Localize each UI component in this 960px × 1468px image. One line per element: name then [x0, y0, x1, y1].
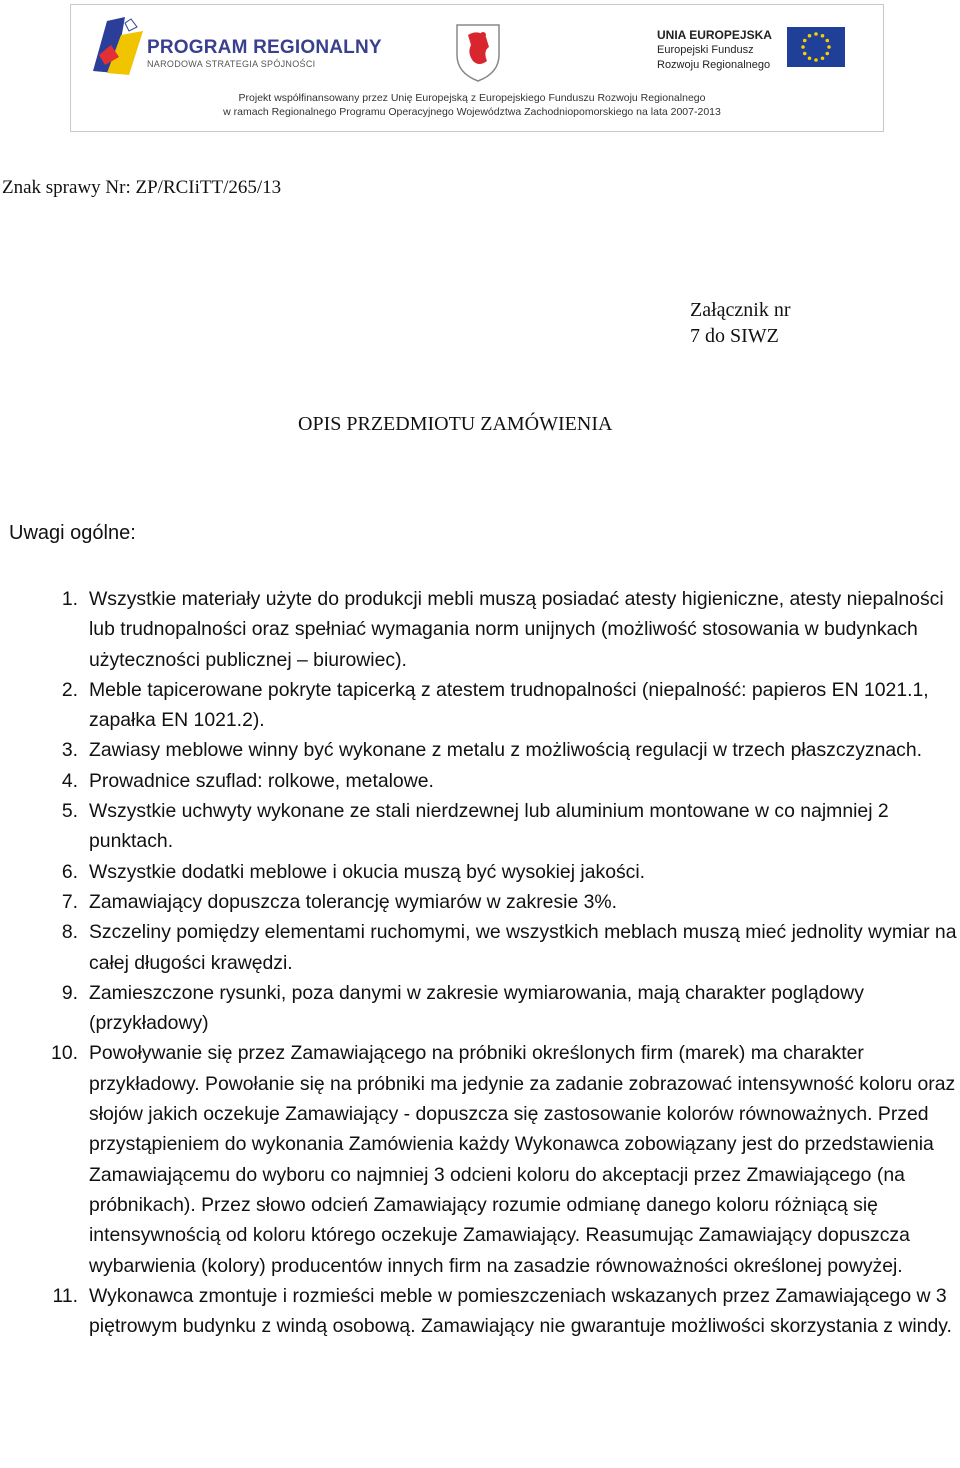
list-item-text: Szczeliny pomiędzy elementami ruchomymi, we wszystkich meblach muszą mieć: [89, 921, 787, 944]
list-item-number: 9.: [61, 981, 78, 1004]
list-item: [0, 978, 960, 1039]
program-subtitle: NARODOWA STRATEGIA SPÓJNOŚCI: [147, 59, 316, 69]
list-item: [0, 796, 960, 857]
attachment-label-line-1: Załącznik nr: [690, 299, 791, 321]
list-item-number: 11.: [52, 1284, 78, 1307]
list-item-text: Wszystkie dodatki meblowe i okucia muszą być wysokiej jakości.: [89, 860, 646, 883]
list-item: [0, 1281, 960, 1342]
cofunding-note-line-1: Projekt współfinansowany przez Unię Europejską z Europejskiego Funduszu Rozwoju Regionalnego: [238, 92, 706, 104]
list-item-text: Zamawiający dopuszcza tolerancję wymiarów w zakresie 3%.: [89, 890, 618, 913]
list-item-text: Powoływanie się przez Zamawiającego na próbniki określonych firm (marek) ma: [89, 1042, 778, 1065]
list-item-text: Zawiasy meblowe winny być wykonane z metalu z możliwością regulacji w trzech: [89, 739, 786, 762]
requirements-list: [0, 584, 960, 1341]
list-item-number: 4.: [61, 769, 78, 792]
list-item-number: 5.: [61, 800, 78, 823]
list-item-text: Wszystkie materiały użyte do produkcji mebli muszą posiadać atesty higieniczne, atesty: [89, 588, 842, 610]
eu-title: UNIA EUROPEJSKA: [657, 28, 772, 42]
header-banner: [70, 4, 884, 132]
list-item: [0, 584, 960, 675]
list-item: [0, 735, 960, 765]
list-item-number: 6.: [61, 860, 78, 883]
list-item-number: 8.: [61, 921, 78, 944]
list-item-text-continued: Zamawiającego w 3 piętrowym budynku z windą osobową. Zamawiający nie gwarantuje możliwości skorzystania z windy.: [89, 1284, 952, 1338]
list-item: [0, 917, 960, 978]
list-item-number: 2.: [61, 678, 78, 701]
list-item-text: Wykonawca zmontuje i rozmieści meble w pomieszczeniach wskazanych przez: [89, 1284, 770, 1307]
list-item-text: Prowadnice szuflad: rolkowe, metalowe.: [89, 769, 434, 792]
list-item: [0, 887, 960, 917]
griffin-crest-icon: [453, 21, 503, 83]
cofunding-note-line-2: w ramach Regionalnego Programu Operacyjnego Województwa Zachodniopomorskiego na lata 2007-2013: [223, 106, 721, 118]
list-item: [0, 857, 960, 887]
list-item-number: 1.: [61, 588, 78, 610]
attachment-label-line-2: 7 do SIWZ: [690, 325, 779, 347]
list-item: [0, 766, 960, 796]
program-title: PROGRAM REGIONALNY: [147, 37, 382, 58]
list-item-number: 7.: [61, 890, 78, 913]
eu-fund-line: Europejski Fundusz: [657, 44, 754, 56]
list-item-text-continued: najmniej 2 punktach.: [89, 800, 889, 853]
list-item-text-continued: poglądowy (przykładowy): [89, 981, 864, 1035]
list-item-number: 3.: [61, 739, 78, 762]
list-item-text: Wszystkie uchwyty wykonane ze stali nierdzewnej lub aluminium montowane w co: [89, 800, 795, 823]
list-item-text-continued: charakter przykładowy. Powołanie się na próbniki ma jedynie za zadanie zobrazować intensywność koloru oraz słojów jakich oczekuje Zamawiający - dopuszcza się zastosowanie kolorów równoważnych. Przed przystąpieniem do wykonania Zamówienia każdy Wykonawca zobowiązany jest do przedstawienia Zamawiającemu do wyboru co najmniej 3 odcieni koloru do akceptacji przez Zmawiającego (na próbnikach). Przez słowo odcień Zamawiający rozumie odmianę danego koloru różniącą się intensywnością od koloru którego oczekuje Zamawiający. Reasumując Zamawiający dopuszcza wybarwienia (kolory) producentów innych firm na zasadzie równoważności określonej powyżej.: [89, 1042, 956, 1277]
eu-flag-icon: [787, 27, 845, 67]
list-item-text: Meble tapicerowane pokryte tapicerką z atestem trudnopalności (niepalność: papieros: [89, 678, 827, 701]
list-item-text-continued: EN 1021.1, zapałka EN 1021.2).: [89, 678, 929, 732]
list-item-text-continued: niepalności lub trudnopalności oraz spełniać wymagania norm unijnych (możliwość stosowania w budynkach użyteczności publicznej – biurowiec).: [89, 588, 944, 671]
list-item-text: Zamieszczone rysunki, poza danymi w zakresie wymiarowania, mają charakter: [89, 981, 766, 1004]
general-remarks-heading: Uwagi ogólne:: [9, 522, 136, 544]
list-item: [0, 1038, 960, 1280]
list-item-number: 10.: [51, 1042, 78, 1065]
document-title: OPIS PRZEDMIOTU ZAMÓWIENIA: [298, 413, 613, 435]
list-item-text-continued: płaszczyznach.: [790, 739, 923, 762]
eu-fund-line-2: Rozwoju Regionalnego: [657, 59, 771, 71]
program-regionalny-logo-icon: [85, 15, 155, 77]
list-item: [0, 675, 960, 736]
case-number: Znak sprawy Nr: ZP/RCIiTT/265/13: [2, 177, 282, 198]
list-item-text-continued: jednolity wymiar na całej długości krawędzi.: [89, 921, 957, 974]
